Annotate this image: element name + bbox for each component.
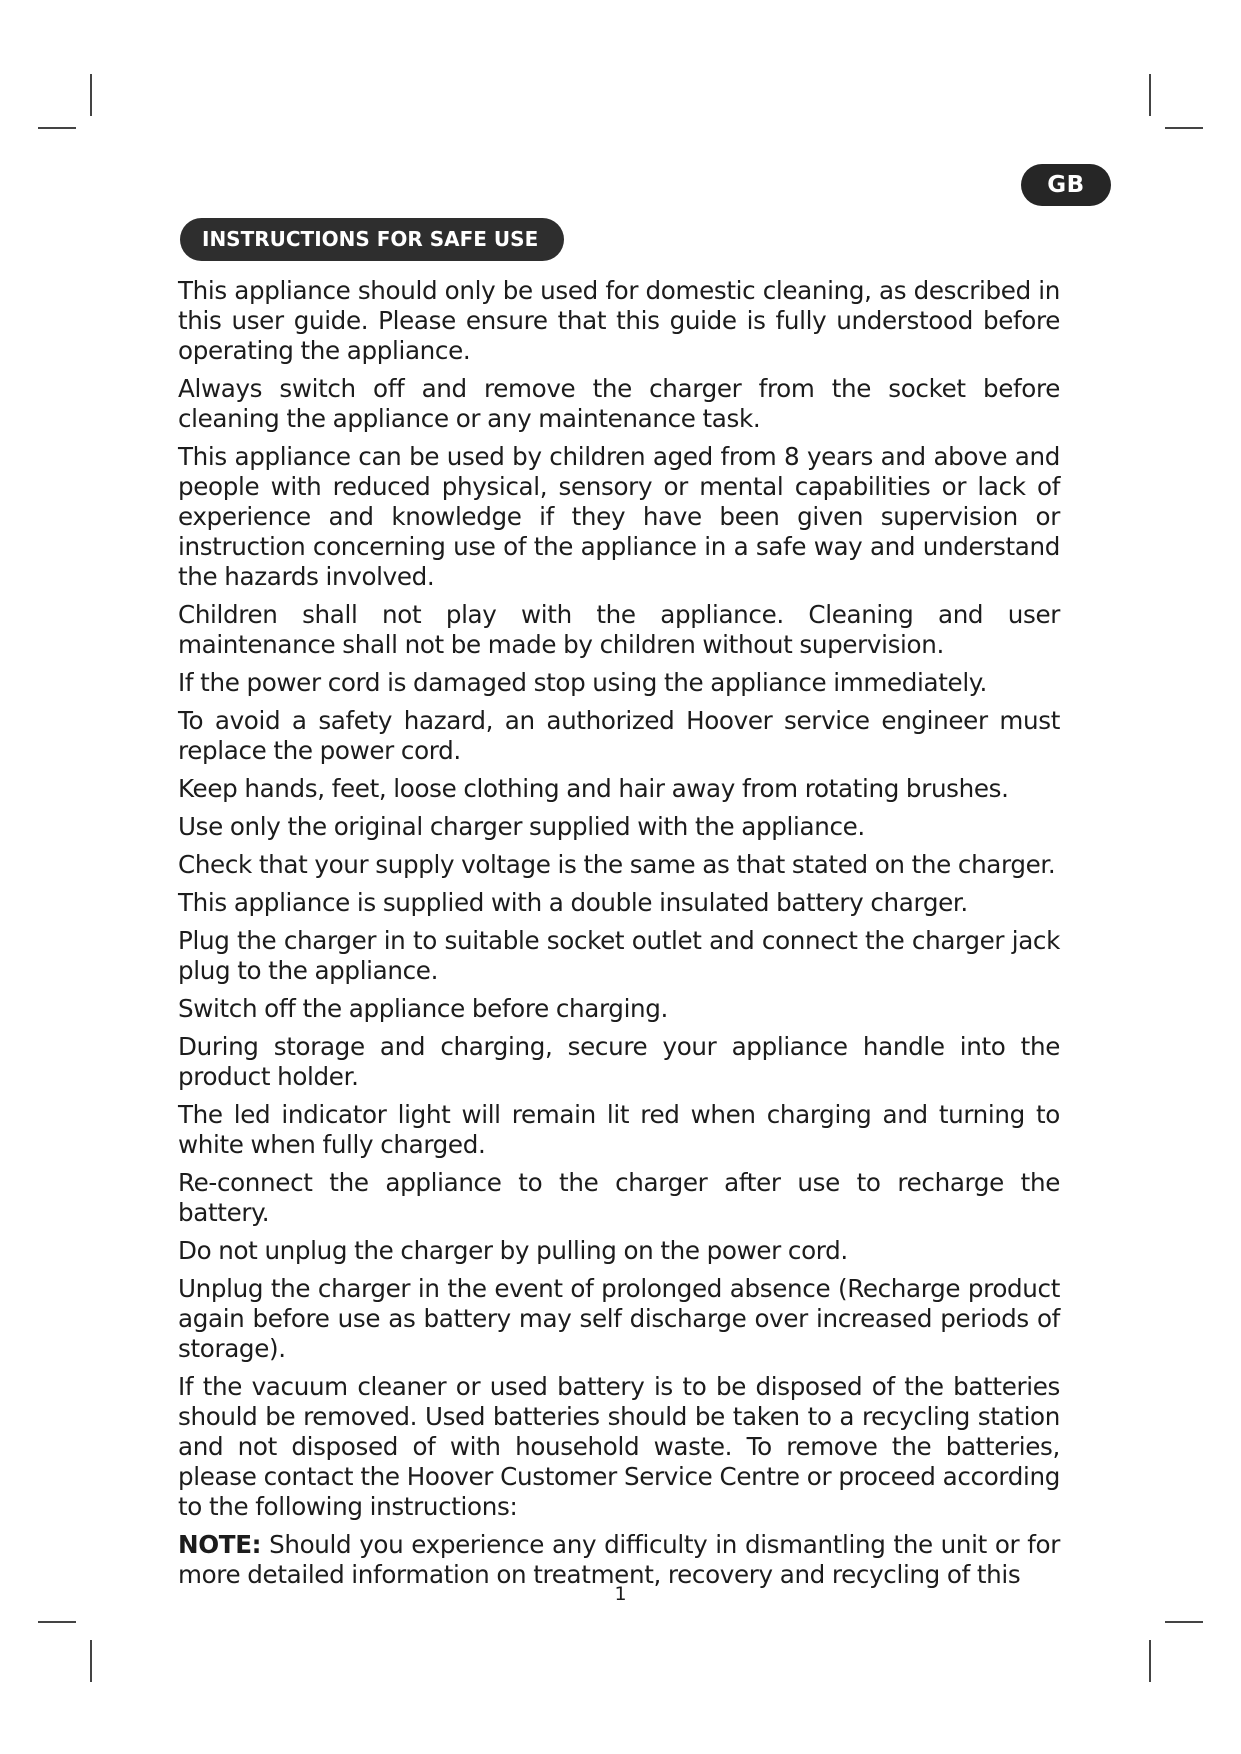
crop-mark-bottom-right-horizontal (1165, 1621, 1203, 1623)
crop-mark-top-left-horizontal (38, 127, 76, 129)
crop-mark-bottom-right-vertical (1149, 1640, 1151, 1682)
paragraph: This appliance is supplied with a double insulated battery charger. (178, 888, 968, 917)
paragraph: Unplug the charger in the event of prolonged absence (Recharge product again before use as battery may self discharge over increased periods of storage). (178, 1274, 1060, 1363)
paragraph: Use only the original charger supplied with the appliance. (178, 812, 865, 841)
paragraph: Do not unplug the charger by pulling on the power cord. (178, 1236, 848, 1265)
paragraph: Re-connect the appliance to the charger after use to recharge the battery. (178, 1168, 1060, 1227)
paragraph: The led indicator light will remain lit red when charging and turning to white when fully charged. (178, 1100, 1060, 1159)
paragraph: Switch off the appliance before charging. (178, 994, 669, 1023)
crop-mark-bottom-left-horizontal (38, 1621, 76, 1623)
paragraph: Keep hands, feet, loose clothing and hair away from rotating brushes. (178, 774, 1009, 803)
instructions-body (178, 276, 1060, 1598)
language-badge: GB (1021, 164, 1111, 206)
paragraph: Always switch off and remove the charger from the socket before cleaning the appliance or any maintenance task. (178, 374, 1060, 433)
paragraph: Children shall not play with the appliance. Cleaning and user maintenance shall not be made by children without supervision. (178, 600, 1060, 659)
paragraph: This appliance should only be used for domestic cleaning, as described in this user guide. Please ensure that this guide is fully understood before operating the appliance. (178, 276, 1060, 365)
page-number: 1 (614, 1583, 627, 1605)
crop-mark-top-right-horizontal (1165, 127, 1203, 129)
paragraph: Plug the charger in to suitable socket outlet and connect the charger jack plug to the appliance. (178, 926, 1060, 985)
crop-mark-top-left-vertical (90, 74, 92, 116)
section-title: INSTRUCTIONS FOR SAFE USE (180, 218, 564, 261)
crop-mark-bottom-left-vertical (90, 1640, 92, 1682)
crop-mark-top-right-vertical (1149, 74, 1151, 116)
paragraph: To avoid a safety hazard, an authorized Hoover service engineer must replace the power cord. (178, 706, 1060, 765)
paragraph: Check that your supply voltage is the same as that stated on the charger. (178, 850, 1056, 879)
note-paragraph (178, 1530, 1060, 1590)
paragraph: This appliance can be used by children aged from 8 years and above and people with reduced physical, sensory or mental capabilities or lack of experience and knowledge if they have been given supervision or instruction concerning use of the appliance in a safe way and understand the hazards involved. (178, 442, 1060, 591)
note-text: Should you experience any difficulty in dismantling the unit or for more detailed information on treatment, recovery and recycling of this (178, 1530, 1060, 1589)
paragraph: During storage and charging, secure your appliance handle into the product holder. (178, 1032, 1060, 1091)
paragraph: If the power cord is damaged stop using the appliance immediately. (178, 668, 987, 697)
paragraph: If the vacuum cleaner or used battery is to be disposed of the batteries should be removed. Used batteries should be taken to a recycling station and not disposed of with household waste. To remove the batteries, please contact the Hoover Customer Service Centre or proceed according to the following instructions: (178, 1372, 1060, 1521)
note-label: NOTE: (178, 1530, 262, 1559)
